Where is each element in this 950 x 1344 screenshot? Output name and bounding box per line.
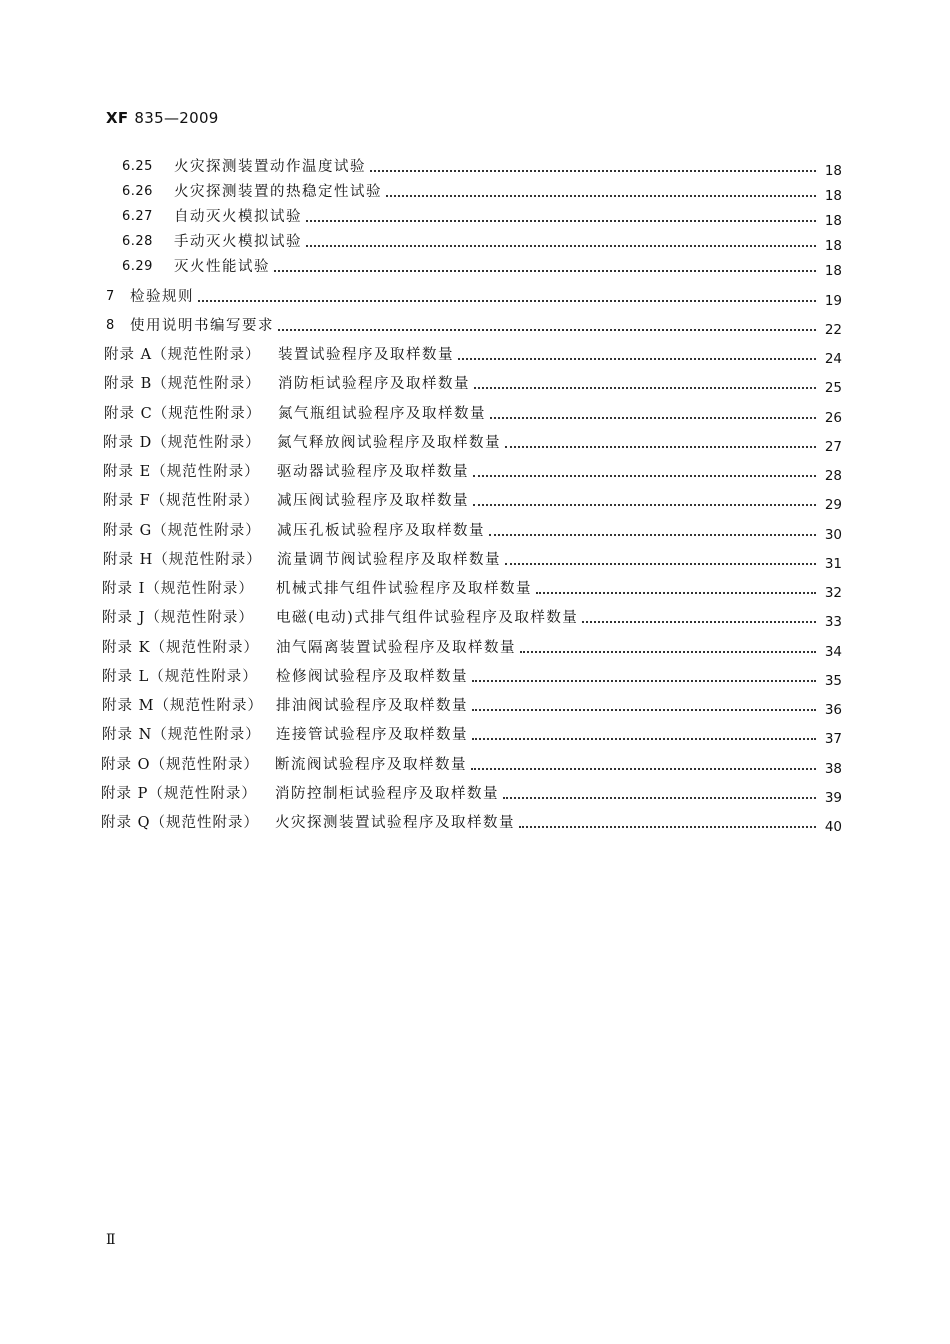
toc-dot-leader xyxy=(473,490,816,506)
toc-entry-page-number: 31 xyxy=(824,556,842,572)
toc-dot-leader xyxy=(306,206,816,222)
toc-entry-appendix-label: 附录 H（规范性附录） xyxy=(103,552,262,568)
toc-dot-leader xyxy=(370,156,816,172)
toc-entry-title: 流量调节阀试验程序及取样数量 xyxy=(277,552,501,568)
toc-entry-title: 减压孔板试验程序及取样数量 xyxy=(277,523,485,539)
toc-entry[interactable] xyxy=(102,636,842,658)
toc-entry[interactable] xyxy=(122,255,842,277)
toc-entry[interactable] xyxy=(103,548,842,570)
toc-entry-page-number: 36 xyxy=(824,702,842,718)
toc-entry-page-number: 27 xyxy=(824,439,842,455)
toc-entry[interactable] xyxy=(102,665,842,687)
toc-dot-leader xyxy=(536,578,816,594)
toc-entry[interactable] xyxy=(122,155,842,177)
toc-entry[interactable] xyxy=(103,460,842,482)
toc-entry-page-number: 24 xyxy=(824,351,842,367)
toc-entry-title: 断流阀试验程序及取样数量 xyxy=(275,757,467,773)
toc-entry-page-number: 39 xyxy=(824,790,842,806)
toc-entry-page-number: 18 xyxy=(824,188,842,204)
page-number: Ⅱ xyxy=(106,1232,116,1248)
toc-entry-appendix-label: 附录 P（规范性附录） xyxy=(101,786,257,802)
toc-entry-title: 检验规则 xyxy=(130,289,194,305)
toc-entry-number: 7 xyxy=(106,289,115,304)
toc-entry-title: 氮气瓶组试验程序及取样数量 xyxy=(278,406,486,422)
toc-entry[interactable] xyxy=(102,694,842,716)
toc-entry-page-number: 32 xyxy=(824,585,842,601)
toc-entry-title: 手动灭火模拟试验 xyxy=(174,234,302,250)
toc-entry-page-number: 35 xyxy=(824,673,842,689)
toc-entry[interactable] xyxy=(101,782,842,804)
toc-entry-page-number: 29 xyxy=(824,497,842,513)
document-code-number: 835—2009 xyxy=(134,109,219,127)
toc-dot-leader xyxy=(473,461,816,477)
toc-dot-leader xyxy=(519,812,816,828)
toc-entry[interactable] xyxy=(101,811,842,833)
document-code xyxy=(106,109,219,127)
toc-entry-title: 使用说明书编写要求 xyxy=(130,318,274,334)
toc-entry-page-number: 18 xyxy=(824,163,842,179)
toc-entry[interactable] xyxy=(102,723,842,745)
toc-dot-leader xyxy=(520,637,816,653)
toc-entry-appendix-label: 附录 L（规范性附录） xyxy=(102,669,258,685)
toc-entry-page-number: 28 xyxy=(824,468,842,484)
toc-entry-appendix-label: 附录 D（规范性附录） xyxy=(103,435,261,451)
toc-entry-title: 消防柜试验程序及取样数量 xyxy=(278,376,470,392)
toc-entry-page-number: 22 xyxy=(824,322,842,338)
toc-entry-appendix-label: 附录 K（规范性附录） xyxy=(102,640,259,656)
toc-entry-page-number: 18 xyxy=(824,263,842,279)
toc-entry-page-number: 19 xyxy=(824,293,842,309)
toc-entry[interactable] xyxy=(104,343,842,365)
document-code-prefix: XF xyxy=(106,109,129,127)
toc-dot-leader xyxy=(505,432,816,448)
toc-entry[interactable] xyxy=(103,519,842,541)
toc-entry-appendix-label: 附录 I（规范性附录） xyxy=(102,581,254,597)
toc-dot-leader xyxy=(582,607,816,623)
toc-entry-title: 自动灭火模拟试验 xyxy=(174,209,302,225)
toc-entry-appendix-label: 附录 M（规范性附录） xyxy=(102,698,263,714)
toc-dot-leader xyxy=(306,231,816,247)
toc-dot-leader xyxy=(472,695,816,711)
toc-dot-leader xyxy=(198,286,816,302)
toc-entry-title: 连接管试验程序及取样数量 xyxy=(276,727,468,743)
toc-entry-appendix-label: 附录 O（规范性附录） xyxy=(101,757,259,773)
toc-entry-title: 装置试验程序及取样数量 xyxy=(278,347,454,363)
toc-entry-title: 排油阀试验程序及取样数量 xyxy=(276,698,468,714)
toc-entry-number: 6.29 xyxy=(122,259,153,274)
toc-entry-title: 机械式排气组件试验程序及取样数量 xyxy=(276,581,532,597)
toc-entry-appendix-label: 附录 N（规范性附录） xyxy=(102,727,261,743)
toc-dot-leader xyxy=(274,256,816,272)
toc-entry-title: 减压阀试验程序及取样数量 xyxy=(277,493,469,509)
toc-entry-appendix-label: 附录 E（规范性附录） xyxy=(103,464,260,480)
toc-entry[interactable] xyxy=(122,205,842,227)
toc-entry-appendix-label: 附录 A（规范性附录） xyxy=(104,347,261,363)
toc-entry-page-number: 34 xyxy=(824,644,842,660)
toc-entry-appendix-label: 附录 B（规范性附录） xyxy=(104,376,261,392)
toc-dot-leader xyxy=(472,666,816,682)
toc-entry[interactable] xyxy=(102,577,842,599)
toc-entry-page-number: 38 xyxy=(824,761,842,777)
toc-dot-leader xyxy=(386,181,816,197)
toc-entry[interactable] xyxy=(104,372,842,394)
toc-entry-page-number: 26 xyxy=(824,410,842,426)
toc-entry[interactable] xyxy=(103,431,842,453)
toc-entry-page-number: 40 xyxy=(824,819,842,835)
toc-entry-title: 检修阀试验程序及取样数量 xyxy=(276,669,468,685)
toc-entry-appendix-label: 附录 C（规范性附录） xyxy=(104,406,262,422)
toc-entry-number: 6.27 xyxy=(122,209,153,224)
toc-entry[interactable] xyxy=(122,230,842,252)
toc-entry-title: 消防控制柜试验程序及取样数量 xyxy=(275,786,499,802)
toc-dot-leader xyxy=(489,520,816,536)
toc-dot-leader xyxy=(505,549,816,565)
toc-entry-number: 6.26 xyxy=(122,184,153,199)
toc-entry-title: 火灾探测装置动作温度试验 xyxy=(174,159,366,175)
toc-dot-leader xyxy=(458,344,816,360)
toc-entry-title: 驱动器试验程序及取样数量 xyxy=(277,464,469,480)
toc-entry-page-number: 37 xyxy=(824,731,842,747)
toc-entry-page-number: 25 xyxy=(824,380,842,396)
toc-dot-leader xyxy=(471,754,816,770)
toc-dot-leader xyxy=(490,403,816,419)
toc-entry[interactable] xyxy=(101,753,842,775)
toc-dot-leader xyxy=(503,783,816,799)
toc-entry-number: 6.25 xyxy=(122,159,153,174)
toc-entry[interactable] xyxy=(104,402,842,424)
toc-entry[interactable] xyxy=(106,314,842,336)
toc-entry-title: 电磁(电动)式排气组件试验程序及取样数量 xyxy=(276,610,579,626)
toc-entry-appendix-label: 附录 G（规范性附录） xyxy=(103,523,261,539)
toc-dot-leader xyxy=(472,724,816,740)
toc-entry-appendix-label: 附录 J（规范性附录） xyxy=(102,610,254,626)
toc-entry-page-number: 18 xyxy=(824,213,842,229)
toc-entry-number: 6.28 xyxy=(122,234,153,249)
toc-entry-title: 灭火性能试验 xyxy=(174,259,270,275)
toc-entry[interactable] xyxy=(102,606,842,628)
toc-entry-number: 8 xyxy=(106,318,115,333)
toc-entry-page-number: 33 xyxy=(824,614,842,630)
toc-entry[interactable] xyxy=(103,489,842,511)
toc-entry[interactable] xyxy=(106,285,842,307)
toc-entry-title: 火灾探测装置的热稳定性试验 xyxy=(174,184,382,200)
toc-entry-page-number: 30 xyxy=(824,527,842,543)
toc-entry-title: 火灾探测装置试验程序及取样数量 xyxy=(275,815,515,831)
toc-entry[interactable] xyxy=(122,180,842,202)
toc-entry-appendix-label: 附录 Q（规范性附录） xyxy=(101,815,259,831)
toc-entry-title: 油气隔离装置试验程序及取样数量 xyxy=(276,640,516,656)
toc-entry-page-number: 18 xyxy=(824,238,842,254)
toc-dot-leader xyxy=(474,373,816,389)
toc-entry-appendix-label: 附录 F（规范性附录） xyxy=(103,493,260,509)
toc-entry-title: 氮气释放阀试验程序及取样数量 xyxy=(277,435,501,451)
toc-dot-leader xyxy=(278,315,816,331)
